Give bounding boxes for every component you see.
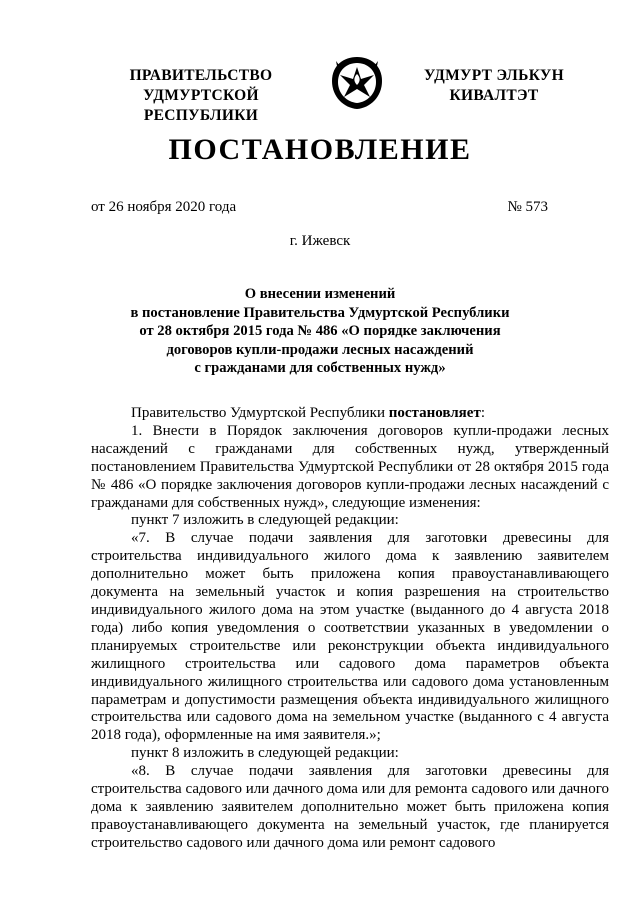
header-right-line1: УДМУРТ ЭЛЬКУН xyxy=(424,67,564,84)
intro-bold: постановляет xyxy=(388,405,481,421)
header-right-line2: КИВАЛТЭТ xyxy=(449,87,539,104)
document-body xyxy=(91,405,609,853)
intro-end: : xyxy=(480,405,485,421)
body-paragraph: пункт 8 изложить в следующей редакции: xyxy=(131,745,399,762)
body-paragraph: пункт 7 изложить в следующей редакции: xyxy=(131,512,399,529)
header-left-line2: УДМУРТСКОЙ РЕСПУБЛИКИ xyxy=(143,87,259,124)
heading-line: О внесении изменений xyxy=(244,286,396,302)
document-heading xyxy=(0,285,640,378)
header-left-line1: ПРАВИТЕЛЬСТВО xyxy=(129,67,273,84)
intro-text: Правительство Удмуртской Республики xyxy=(131,405,389,421)
document-date: от 26 ноября 2020 года xyxy=(91,199,237,215)
body-paragraph: «8. В случае подачи заявления для заготовки древесины для строительства садового или дачного дома или для ремонта садового или дачного дома к заявлению заявителем дополнительно может быть приложена копия правоустанавливающего документа на земельный участок, где планируется строительство садового или дачного дома или ремонт садового xyxy=(91,763,609,851)
document-title: ПОСТАНОВЛЕНИЕ xyxy=(168,133,472,166)
header-right xyxy=(420,66,568,106)
heading-line: от 28 октября 2015 года № 486 «О порядке заключения xyxy=(139,323,501,339)
document-city: г. Ижевск xyxy=(289,233,351,249)
body-paragraph: «7. В случае подачи заявления для заготовки древесины для строительства индивидуального жилого дома к заявлению заявителем дополнительно может быть приложена копия правоустанавливающего документа на земельный участок и копия разрешения на строительство индивидуального жилого дома на этом участке (выданного до 4 августа 2018 года) либо копия уведомления о соответствии указанных в уведомлении о планируемых строительстве или реконструкции объекта индивидуального жилищного строительства или садового дома параметров объекта индивидуального жилищного строительства или садового дома установленным параметрам и допустимости размещения объекта индивидуального жилищного строительства или садового дома на земельном участке (выданного с 4 августа 2018 года), оформленные на имя заявителя.»; xyxy=(91,530,609,744)
intro-paragraph xyxy=(91,405,609,423)
heading-line: договоров купли-продажи лесных насаждений xyxy=(166,341,474,358)
document-number: № 573 xyxy=(507,199,548,215)
header-left xyxy=(85,66,317,126)
body-paragraph: 1. Внести в Порядок заключения договоров купли-продажи лесных насаждений с гражданами для собственных нужд, утвержденный постановлением Правительства Удмуртской Республики от 28 октября 2015 года № 486 «О порядке заключения договоров купли-продажи лесных насаждений с гражданами для собственных нужд», следующие изменения: xyxy=(91,422,609,511)
heading-line: в постановление Правительства Удмуртской Республики xyxy=(130,304,510,321)
heading-line: с гражданами для собственных нужд» xyxy=(194,360,446,376)
udmurt-coat-of-arms-icon xyxy=(330,55,384,111)
